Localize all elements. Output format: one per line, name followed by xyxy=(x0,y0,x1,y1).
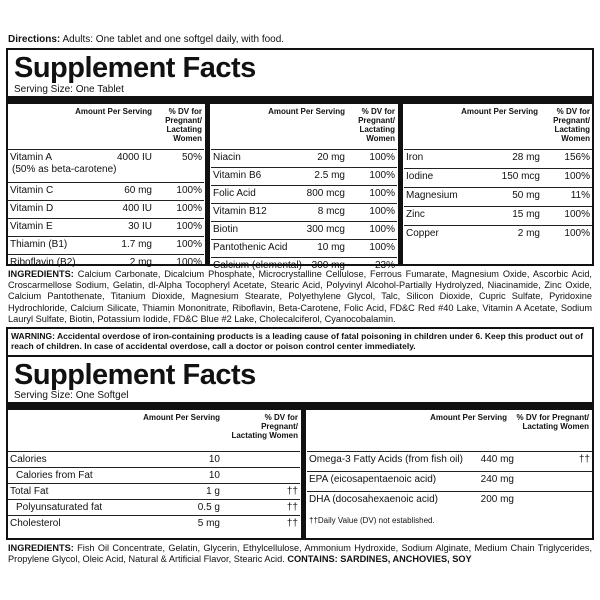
nutrient-row xyxy=(404,168,592,185)
nutrient-dv: 50% xyxy=(181,152,202,163)
nutrient-amount: 1.7 mg xyxy=(121,239,152,250)
panel-title: Supplement Facts xyxy=(14,52,256,84)
nutrient-amount: 20 mg xyxy=(317,152,345,163)
nutrient-row xyxy=(211,203,397,219)
nutrient-amount: 2 mg xyxy=(129,257,152,268)
nutrient-row xyxy=(404,225,592,242)
nutrient-amount: 4000 IU xyxy=(116,152,152,163)
nutrient-name: Calories xyxy=(10,454,47,465)
nutrient-amount: 800 mcg xyxy=(306,188,345,199)
thick-rule xyxy=(8,402,592,410)
header-amount: Amount Per Serving xyxy=(75,107,152,116)
header-dv: % DV for Pregnant/ Lactating Women xyxy=(231,413,298,440)
ingredients-text: Fish Oil Concentrate, Gelatin, Glycerin, Ethylcellulose, Ammonium Hydroxide, Sodium Alginate, Medium Chain Triglycerides, Propylene Glycol, Oleic Acid, Natural & Artificial Flavor, Stearic Acid. xyxy=(8,543,592,565)
nutrient-row xyxy=(404,149,592,166)
nutrient-name: DHA (docosahexaenoic acid) xyxy=(309,494,438,505)
ingredients-label: INGREDIENTS: xyxy=(8,543,74,553)
nutrient-row xyxy=(8,451,300,465)
header-dv: % DV for Pregnant/ Lactating Women xyxy=(516,413,589,431)
nutrient-amount: 0.5 g xyxy=(197,502,220,513)
warning-text: WARNING: Accidental overdose of iron-containing products is a leading cause of fatal poisoning in children under 6. Keep this product out of reach of children. In case of accidental overdose, call a doctor or poison control center immediately. xyxy=(11,331,584,351)
nutrient-subtext: (50% as beta-carotene) xyxy=(12,164,117,175)
nutrient-name: Vitamin E xyxy=(10,221,53,232)
nutrient-row xyxy=(8,200,204,216)
nutrient-amount: 30 IU xyxy=(128,221,152,232)
nutrient-dv: 100% xyxy=(369,188,395,199)
nutrient-row xyxy=(8,218,204,234)
nutrient-row xyxy=(211,239,397,255)
nutrient-dv: 100% xyxy=(176,185,202,196)
nutrient-dv: 11% xyxy=(570,190,590,201)
nutrient-name: Riboflavin (B2) xyxy=(10,257,76,268)
nutrient-name: Biotin xyxy=(213,224,239,235)
nutrient-row xyxy=(8,499,300,513)
nutrient-amount: 150 mcg xyxy=(501,171,540,182)
nutrient-name: Vitamin B12 xyxy=(213,206,267,217)
nutrient-amount: 10 xyxy=(208,454,220,465)
ingredients-softgel xyxy=(8,543,592,565)
nutrient-row xyxy=(211,149,397,165)
nutrient-amount: 2.5 mg xyxy=(314,170,345,181)
header-amount: Amount Per Serving xyxy=(430,413,507,422)
nutrient-name: Copper xyxy=(406,228,439,239)
iron-warning xyxy=(6,327,594,355)
nutrient-amount: 10 mg xyxy=(317,242,345,253)
nutrient-row xyxy=(8,515,300,529)
nutrient-name: Calories from Fat xyxy=(16,470,93,481)
column-nutrients xyxy=(8,410,300,538)
nutrient-row xyxy=(404,206,592,223)
thick-rule xyxy=(8,96,592,104)
nutrient-dv: 100% xyxy=(564,209,590,220)
nutrient-name: Niacin xyxy=(213,152,241,163)
nutrient-amount: 240 mg xyxy=(480,474,514,485)
column-vitamins-1 xyxy=(8,104,204,266)
nutrient-dv: 100% xyxy=(564,228,590,239)
nutrient-amount: 15 mg xyxy=(512,209,540,220)
nutrient-row xyxy=(307,471,592,489)
column-divider xyxy=(205,104,210,266)
nutrient-dv: 100% xyxy=(369,152,395,163)
nutrient-name: Magnesium xyxy=(406,190,458,201)
nutrient-name: Cholesterol xyxy=(10,518,61,529)
nutrient-name: EPA (eicosapentaenoic acid) xyxy=(309,474,437,485)
nutrient-amount: 440 mg xyxy=(480,454,514,465)
column-omega3 xyxy=(307,410,592,538)
nutrient-dv: 23% xyxy=(374,260,395,271)
nutrient-dv: †† xyxy=(578,454,590,465)
nutrient-name: Vitamin C xyxy=(10,185,54,196)
nutrient-name: Omega-3 Fatty Acids (from fish oil) xyxy=(309,454,463,465)
nutrient-dv: 100% xyxy=(369,170,395,181)
nutrient-row xyxy=(8,483,300,497)
nutrient-dv: †† xyxy=(286,502,298,513)
directions xyxy=(8,34,284,45)
nutrient-amount: 28 mg xyxy=(512,152,540,163)
nutrient-dv: 156% xyxy=(564,152,590,163)
nutrient-name: Vitamin A xyxy=(10,152,53,163)
nutrient-name: Thiamin (B1) xyxy=(10,239,68,250)
header-amount: Amount Per Serving xyxy=(143,413,220,422)
nutrient-dv: †† xyxy=(286,518,298,529)
nutrient-dv: 100% xyxy=(176,203,202,214)
nutrient-row xyxy=(211,185,397,201)
header-dv: % DV for Pregnant/ Lactating Women xyxy=(553,107,590,143)
panel-title: Supplement Facts xyxy=(14,359,256,391)
header-amount: Amount Per Serving xyxy=(268,107,345,116)
allergen-statement: CONTAINS: SARDINES, ANCHOVIES, SOY xyxy=(287,554,472,565)
nutrient-name: Zinc xyxy=(406,209,425,220)
directions-label: Directions: xyxy=(8,34,61,45)
nutrient-row xyxy=(211,167,397,183)
header-dv: % DV for Pregnant/ Lactating Women xyxy=(165,107,202,143)
nutrient-dv: 100% xyxy=(369,242,395,253)
nutrient-row xyxy=(8,236,204,252)
nutrient-dv: †† xyxy=(286,486,298,497)
ingredients-label: INGREDIENTS: xyxy=(8,269,74,279)
nutrient-dv: 100% xyxy=(176,239,202,250)
nutrient-amount: 10 xyxy=(208,470,220,481)
nutrient-amount: 300 mcg xyxy=(306,224,345,235)
directions-text: Adults: One tablet and one softgel daily, with food. xyxy=(60,34,285,45)
serving-size: Serving Size: One Tablet xyxy=(14,84,124,95)
column-minerals xyxy=(404,104,592,266)
nutrient-dv: 100% xyxy=(369,206,395,217)
nutrient-row xyxy=(404,187,592,204)
supplement-facts-tablet xyxy=(6,48,594,271)
nutrient-row xyxy=(307,491,592,509)
nutrient-row xyxy=(8,149,204,180)
nutrient-row xyxy=(8,182,204,198)
nutrient-dv: 100% xyxy=(564,171,590,182)
column-divider xyxy=(398,104,403,266)
nutrient-amount: 400 IU xyxy=(122,203,152,214)
nutrient-amount: 1 g xyxy=(206,486,220,497)
nutrient-amount: 200 mg xyxy=(480,494,514,505)
nutrient-name: Vitamin D xyxy=(10,203,54,214)
nutrient-name: Folic Acid xyxy=(213,188,256,199)
nutrient-name: Vitamin B6 xyxy=(213,170,262,181)
supplement-facts-softgel xyxy=(6,355,594,540)
nutrient-amount: 50 mg xyxy=(512,190,540,201)
nutrient-row xyxy=(8,467,300,481)
nutrient-amount: 300 mg xyxy=(311,260,345,271)
column-vitamins-2 xyxy=(211,104,397,271)
serving-size: Serving Size: One Softgel xyxy=(14,390,129,401)
nutrient-name: Iron xyxy=(406,152,424,163)
footnote-dv: ††Daily Value (DV) not established. xyxy=(309,516,435,525)
nutrient-amount: 5 mg xyxy=(197,518,220,529)
nutrient-amount: 2 mg xyxy=(517,228,540,239)
nutrient-dv: 100% xyxy=(369,224,395,235)
nutrient-amount: 8 mcg xyxy=(317,206,345,217)
column-divider xyxy=(301,410,306,538)
header-dv: % DV for Pregnant/ Lactating Women xyxy=(358,107,395,143)
nutrient-dv: 100% xyxy=(176,221,202,232)
nutrient-name: Calcium (elemental) xyxy=(213,260,302,271)
header-amount: Amount Per Serving xyxy=(461,107,538,116)
nutrient-row xyxy=(307,451,592,469)
nutrient-amount: 60 mg xyxy=(124,185,152,196)
nutrient-dv: 100% xyxy=(176,257,202,268)
ingredients-text: Calcium Carbonate, Dicalcium Phosphate, Microcrystalline Cellulose, Ferrous Fumarate, Magnesium Oxide, Ascorbic Acid, Croscarmellose Sodium, Gelatin, dl-Alpha Tocopheryl Acetate, Stearic Acid, Polyvinyl Alcohol-Partially Hydrolyzed, Niacinamide, Zinc Oxide, Calcium Pantothenate, Titanium Dioxide, Magnesium Stearate, Polyethylene Glycol, Talc, Silicon Dioxide, Cupric Sulfate, Pyridoxine Hydrochloride, Calcium Silicate, Thiamin Mononitrate, Riboflavin, Beta-Carotene, Folic Acid, FD&C Red #40 Lake, Vitamin A Acetate, Sodium Lauryl Sulfate, Biotin, Potassium Iodide, FD&C Blue #2 Lake, Cholecalciferol, Cyanocobalamin. xyxy=(8,269,592,324)
nutrient-row xyxy=(211,221,397,237)
nutrient-name: Pantothenic Acid xyxy=(213,242,288,253)
nutrient-name: Polyunsaturated fat xyxy=(16,502,103,513)
nutrient-name: Total Fat xyxy=(10,486,49,497)
nutrient-row xyxy=(8,254,204,270)
nutrient-name: Iodine xyxy=(406,171,434,182)
ingredients-tablet xyxy=(8,269,592,325)
